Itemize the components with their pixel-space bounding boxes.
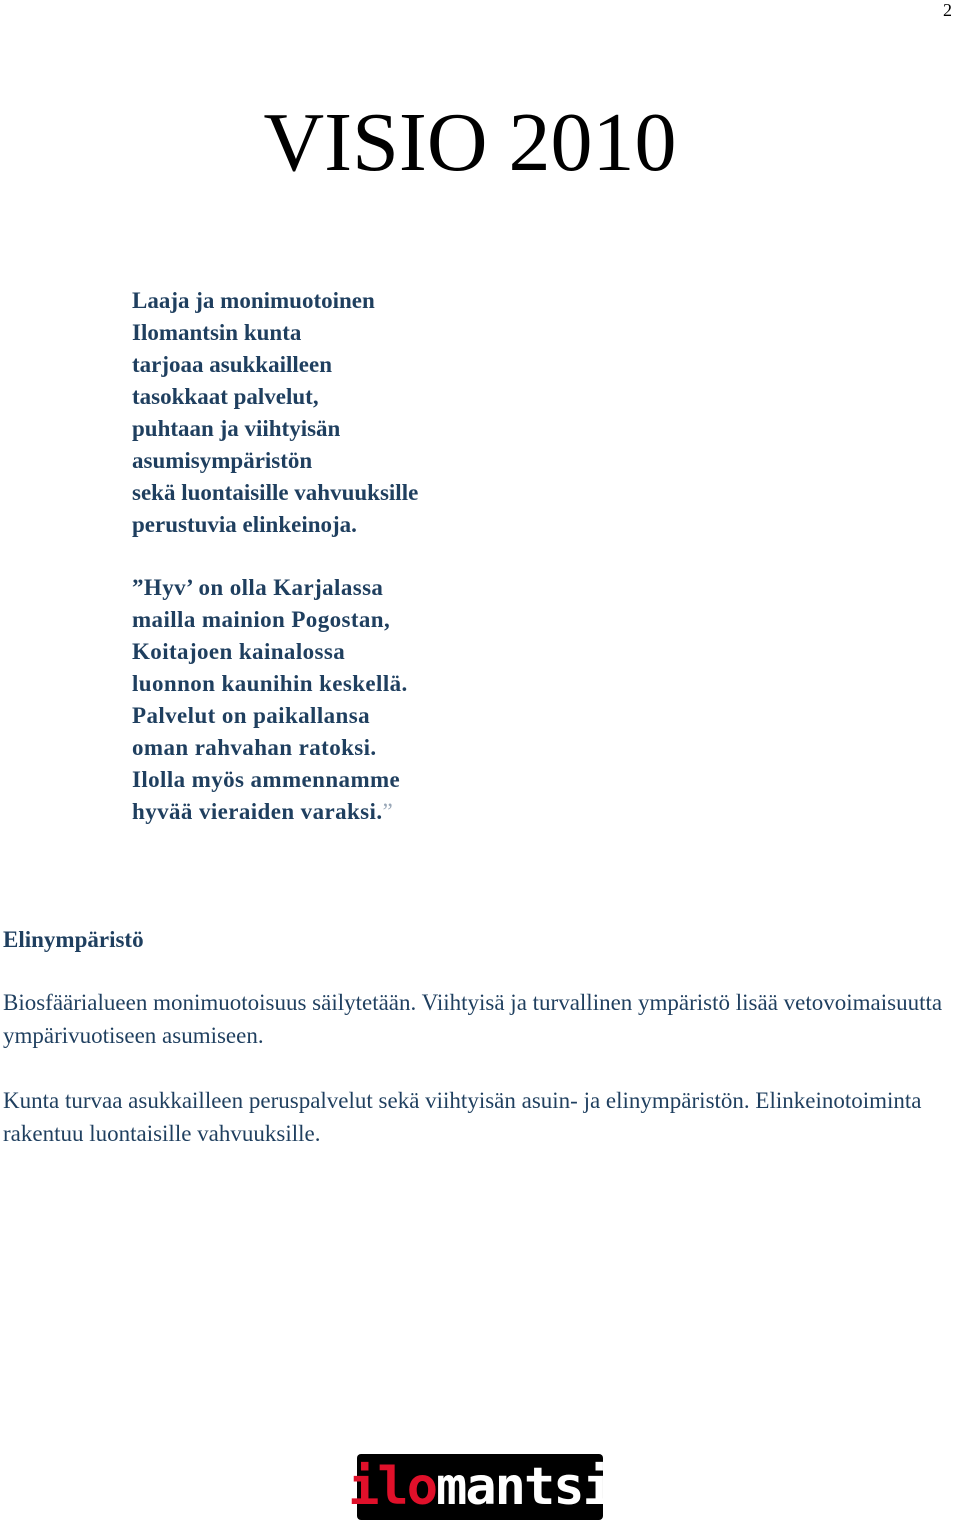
vision-line: perustuvia elinkeinoja.	[132, 512, 357, 537]
vision-line: Ilomantsin kunta	[132, 320, 302, 345]
body-paragraph: Biosfäärialueen monimuotoisuus säilytetään. Viihtyisä ja turvallinen ympäristö lisää vetovoimaisuutta ympärivuotiseen asumiseen.	[3, 990, 943, 1048]
logo-text-white: mantsi	[436, 1457, 612, 1517]
poem-line: mailla mainion Pogostan,	[132, 607, 391, 632]
vision-statement	[132, 285, 418, 541]
ilomantsi-logo	[348, 1454, 612, 1520]
poem-line: Koitajoen kainalossa	[132, 639, 346, 664]
poem-line: ”Hyv’ on olla Karjalassa	[132, 575, 384, 600]
logo-text-red: ilo	[348, 1457, 437, 1517]
poem-line: hyvää vieraiden varaksi.”	[132, 799, 394, 824]
poem	[132, 572, 408, 828]
close-quote: ”	[382, 799, 394, 824]
page-number: 2	[943, 0, 952, 20]
poem-line: Ilolla myös ammennamme	[132, 767, 401, 792]
body-paragraph: Kunta turvaa asukkailleen peruspalvelut sekä viihtyisän asuin- ja elinympäristön. Elinkeinotoiminta rakentuu luontaisille vahvuuksille.	[3, 1088, 922, 1146]
poem-line: oman rahvahan ratoksi.	[132, 735, 377, 760]
vision-line: sekä luontaisille vahvuuksille	[132, 480, 419, 505]
poem-line: Palvelut on paikallansa	[132, 703, 370, 728]
vision-line: tarjoaa asukkailleen	[132, 352, 332, 377]
page-title: VISIO 2010	[263, 96, 677, 189]
vision-line: tasokkaat palvelut,	[132, 384, 319, 409]
vision-line: Laaja ja monimuotoinen	[132, 288, 375, 313]
vision-line: asumisympäristön	[132, 448, 313, 473]
open-quote: ”	[132, 575, 144, 600]
logo-wordmark	[348, 1457, 612, 1517]
section-heading: Elinympäristö	[3, 927, 144, 952]
poem-line: luonnon kaunihin keskellä.	[132, 671, 408, 696]
vision-line: puhtaan ja viihtyisän	[132, 416, 341, 441]
